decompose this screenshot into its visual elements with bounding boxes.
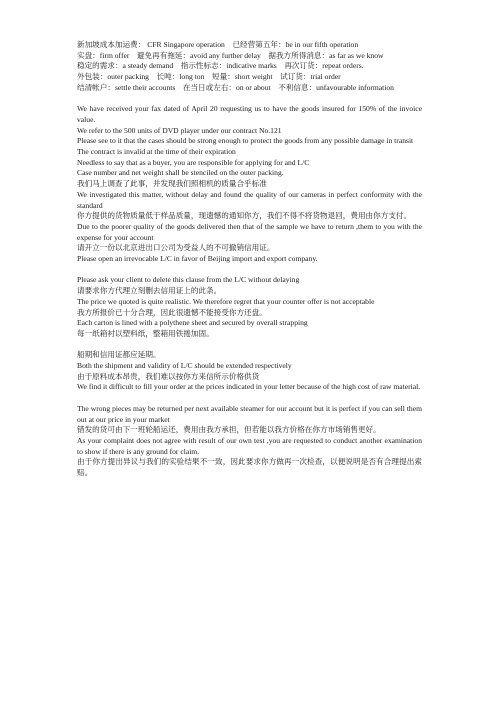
text-line: 船期和信用证都应延期。 [77, 350, 161, 360]
sentences-block [77, 275, 422, 339]
paragraph-gap [77, 393, 422, 404]
text-line: 实盘：firm offer 避免再有拖延：avoid any further delay 据我方所得消息：as far as we know [77, 50, 384, 60]
paragraph-gap [77, 94, 422, 105]
text-line: 请要求你方代理立刻删去信用证上的此条。 [77, 286, 222, 296]
text-line: Please ask your client to delete this clause from the L/C without delaying [77, 275, 300, 285]
sentences-block [77, 104, 422, 265]
text-line: Needless to say that as a buyer, you are responsible for applying for and L/C [77, 157, 310, 167]
text-line: 稳定的需求：a steady demand 指示性标志：indicative marks 再次订货：repeat orders. [77, 61, 364, 71]
sentences-block [77, 350, 422, 393]
text-line: 错发的货可由下一班轮船运还，费用由我方承担，但若能以我方价格在你方市场销售更好。 [77, 425, 381, 435]
text-line: 结清帐户：settle their accounts 在当日或左右：on or about 不利信息：unfavourable information [77, 82, 394, 92]
text-line: Please see to it that the cases should be strong enough to protect the goods from any possible damage in transit [77, 136, 414, 146]
text-line: Please open an irrevocable L/C in favor of Beijing import and export company. [77, 254, 318, 264]
text-line: 我方所报价已十分合理，因此很遗憾不能接受你方还盘。 [77, 307, 267, 317]
text-line: 你方提供的货物质量低于样品质量，现遗憾的通知你方，我们不得不将货物退回，费用由你方支付。 [77, 211, 412, 221]
text-line: Each carton is lined with a polythene sheet and secured by overall strapping [77, 318, 308, 328]
text-line: The wrong pieces may be returned per next available steamer for our account but it is perfect if you can sell them out at our price in your market [77, 403, 422, 424]
text-line: We investigated this matter, without delay and found the quality of our cameras in perfect conformity with the standard [77, 189, 422, 210]
paragraph-gap [77, 265, 422, 276]
text-line: As your complaint does not agree with result of our own test ,you are requested to conduct another examination to show if there is any ground for claim. [77, 435, 422, 456]
text-line: We find it difficult to fill your order at the prices indicated in your letter because of the high cost of raw material. [77, 382, 421, 392]
text-line: 我们马上调查了此事，并发现我们照相机的质量合乎标准 [77, 179, 267, 189]
text-line: Both the shipment and validity of L/C should be extended respectively [77, 361, 292, 371]
text-line: 由于原料成本昂贵，我们难以按你方来信所示价格供货 [77, 371, 260, 381]
document-page [77, 40, 422, 479]
text-line: Case number and net weight shall be stenciled on the outer packing. [77, 168, 284, 178]
text-line: 新加坡成本加运费： CFR Singapore operation 已经营第五年：be in our fifth operation [77, 40, 359, 49]
text-line: We have received your fax dated of April 20 requesting us to have the goods insured for 150% of the invoice value. [77, 104, 422, 124]
paragraph-gap [77, 340, 422, 351]
text-line: 外包装：outer packing 长吨：long ton 短量：short weight 试订货：trial order [77, 72, 341, 82]
text-line: 请开立一份以北京进出口公司为受益人的不可撤销信用证。 [77, 243, 275, 253]
vocabulary-block [77, 40, 422, 94]
text-line: The price we quoted is quite realistic. We therefore regret that your counter offer is not acceptable [77, 296, 375, 306]
text-line: The contract is invalid at the time of their expiration [77, 147, 236, 157]
text-line: 每一纸箱衬以塑料纸，整箱用铁捲加固。 [77, 328, 214, 338]
text-line: Due to the poorer quality of the goods delivered then that of the sample we have to return ,them to you with the expense for your account [77, 221, 422, 242]
text-line: 由于你方提出异议与我们的实验结果不一致，因此要求你方做再一次检查，以便说明是否有合理提出索赔。 [77, 457, 422, 478]
sentences-block [77, 404, 422, 479]
text-line: We refer to the 500 units of DVD player under our contract No.121 [77, 125, 282, 135]
